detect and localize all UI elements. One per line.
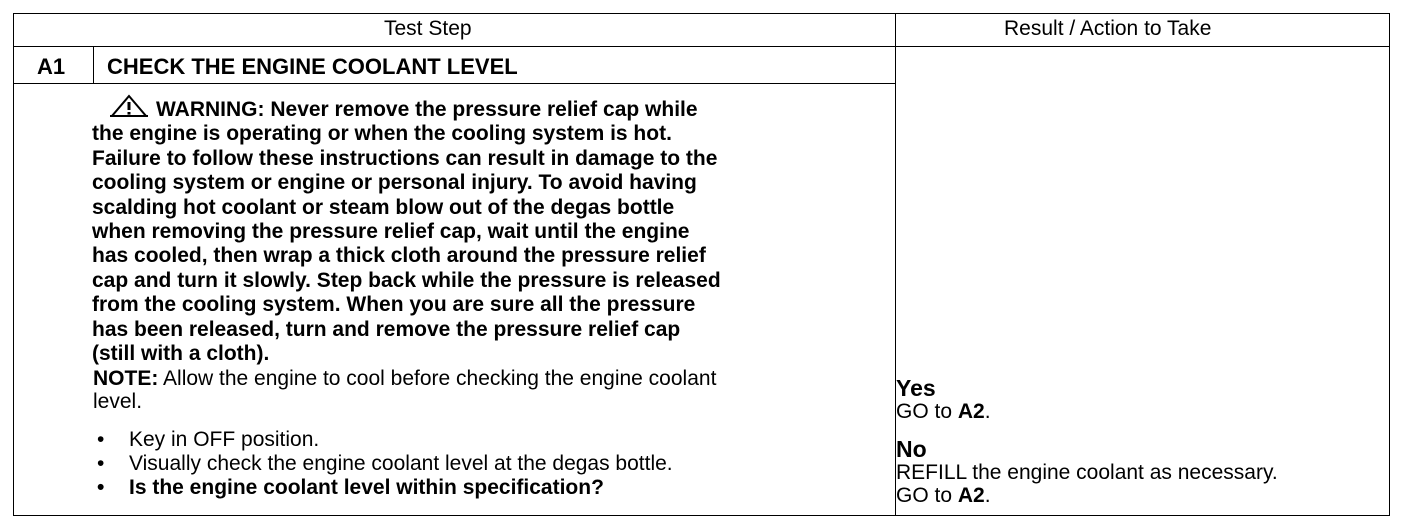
note-text-cont: level.: [93, 390, 143, 413]
result-yes-target: A2: [957, 400, 985, 423]
title-divider: [14, 83, 896, 84]
check-list: [93, 428, 673, 500]
note-label: NOTE:: [93, 367, 159, 390]
result-no-goto: GO to: [896, 484, 953, 507]
step-id: A1: [37, 54, 66, 79]
note-text: Allow the engine to cool before checking the engine coolant: [163, 367, 717, 390]
warning-line: (still with a cloth).: [92, 342, 270, 366]
warning-line: has been released, turn and remove the pressure relief cap: [92, 317, 681, 341]
note-block: [93, 367, 863, 413]
warning-text: Never remove the pressure relief cap while: [270, 98, 698, 121]
list-item: [93, 428, 673, 452]
warning-triangle-icon: [110, 94, 148, 118]
result-yes: [896, 376, 991, 423]
list-item-text: Visually check the engine coolant level at the degas bottle.: [129, 452, 673, 475]
result-no: [896, 437, 1278, 507]
warning-line: Failure to follow these instructions can result in damage to the: [92, 146, 718, 170]
header-result-action: Result / Action to Take: [1004, 17, 1212, 40]
result-no-label: No: [896, 436, 927, 462]
list-item-text: Is the engine coolant level within specification?: [129, 476, 604, 499]
list-item-question: [93, 476, 673, 500]
warning-line: has cooled, then wrap a thick cloth around the pressure relief: [92, 244, 706, 268]
result-no-target: A2: [957, 484, 985, 507]
bullet-dot: •: [97, 452, 105, 475]
warning-line: the engine is operating or when the cooling system is hot.: [92, 122, 672, 146]
warning-line: cap and turn it slowly. Step back while the pressure is released: [92, 268, 721, 292]
warning-line: scalding hot coolant or steam blow out of the degas bottle: [92, 195, 675, 219]
warning-label: WARNING:: [156, 98, 265, 121]
header-divider: [14, 46, 1389, 47]
result-yes-period: .: [984, 400, 991, 423]
result-yes-action: GO to: [896, 400, 953, 423]
step-title: CHECK THE ENGINE COOLANT LEVEL: [107, 54, 518, 79]
result-yes-label: Yes: [896, 375, 936, 401]
result-no-period: .: [984, 484, 991, 507]
list-item-text: Key in OFF position.: [129, 428, 320, 451]
bullet-dot: •: [97, 428, 105, 451]
bullet-dot: •: [97, 476, 105, 499]
list-item: [93, 452, 673, 476]
header-test-step: Test Step: [384, 17, 472, 40]
step-id-divider: [93, 47, 94, 84]
warning-block: [92, 94, 852, 366]
warning-line: cooling system or engine or personal injury. To avoid having: [92, 171, 697, 195]
result-no-action: REFILL the engine coolant as necessary.: [896, 461, 1278, 484]
warning-line: when removing the pressure relief cap, wait until the engine: [92, 220, 690, 244]
warning-line: from the cooling system. When you are sure all the pressure: [92, 293, 696, 317]
warning-line: [92, 94, 852, 122]
